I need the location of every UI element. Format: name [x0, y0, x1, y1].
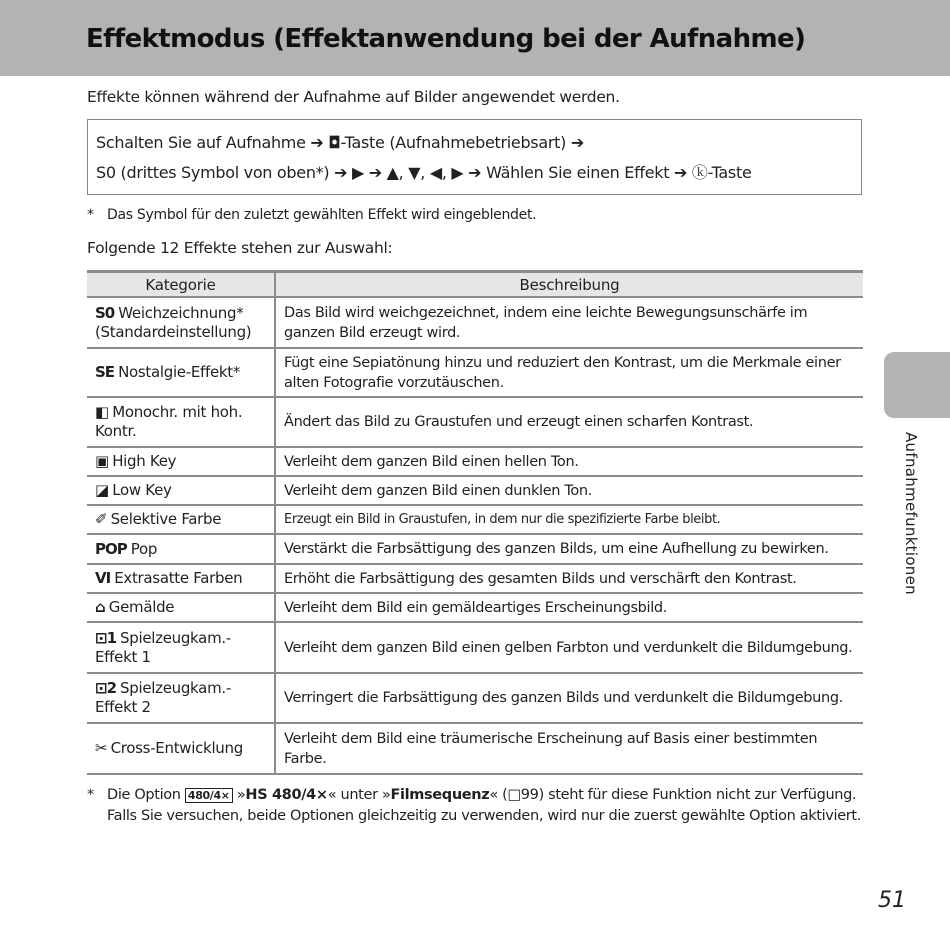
- category-cell: [87, 349, 276, 396]
- procedure-box: [87, 119, 862, 195]
- category-label: High Key: [112, 452, 177, 470]
- footnote-pre: Die Option: [107, 787, 185, 803]
- super-vivid-icon: VI: [95, 569, 111, 587]
- footnote-mid: « unter »: [327, 787, 391, 803]
- table-row: [87, 535, 863, 565]
- table-row: [87, 349, 863, 398]
- category-cell: [87, 398, 276, 446]
- cross-process-icon: ✂: [95, 739, 107, 757]
- category-label: Cross-Entwicklung: [110, 739, 243, 757]
- hs-movie-icon: 480/4×: [185, 788, 233, 803]
- page-number: 51: [878, 888, 906, 913]
- description-cell: Verleiht dem Bild ein gemäldeartiges Erscheinungsbild.: [284, 599, 667, 616]
- description-cell: Erhöht die Farbsättigung des gesamten Bilds und verschärft den Kontrast.: [284, 570, 797, 587]
- category-cell: [87, 477, 276, 504]
- description-cell: Das Bild wird weichgezeichnet, indem eine leichte Bewegungsunschärfe im ganzen Bild erzeugt wird.: [284, 304, 808, 341]
- table-row: [87, 477, 863, 506]
- intro-text: Effekte können während der Aufnahme auf Bilder angewendet werden.: [87, 88, 620, 106]
- description-cell: Verleiht dem ganzen Bild einen dunklen Ton.: [284, 482, 593, 499]
- category-label: Nostalgie-Effekt*: [118, 363, 241, 381]
- footnote-quote: »: [232, 787, 246, 803]
- category-cell: [87, 506, 276, 533]
- soft-effect-icon: S0: [95, 303, 115, 322]
- category-cell: [87, 535, 276, 563]
- table-row: [87, 565, 863, 594]
- category-label: Spielzeugkam.- Effekt 2: [95, 679, 231, 716]
- toy-camera-1-icon: ⊡1: [95, 628, 117, 647]
- category-label: Low Key: [112, 481, 172, 499]
- table-row: [87, 398, 863, 448]
- page-reference[interactable]: 99: [520, 787, 539, 803]
- header-category: Kategorie: [87, 273, 276, 296]
- note-asterisk: *: [87, 207, 94, 223]
- category-cell: [87, 448, 276, 475]
- category-cell: [87, 298, 276, 347]
- category-label: Pop: [130, 539, 158, 558]
- sepia-effect-icon: SE: [95, 363, 115, 381]
- icon-note: [87, 207, 536, 223]
- section-side-label: [902, 432, 922, 612]
- category-cell: [87, 594, 276, 621]
- table-row: [87, 448, 863, 477]
- description-cell: Ändert das Bild zu Graustufen und erzeugt einen scharfen Kontrast.: [284, 414, 754, 430]
- section-tab: [884, 352, 950, 418]
- pop-icon: POP: [95, 539, 127, 558]
- selective-color-icon: ✐: [95, 510, 107, 528]
- effect-count-text: Folgende 12 Effekte stehen zur Auswahl:: [87, 239, 393, 257]
- low-key-icon: ◪: [95, 481, 109, 499]
- description-cell: Verleiht dem Bild eine träumerische Erscheinung auf Basis einer bestimmten Farbe.: [284, 730, 818, 767]
- category-cell: [87, 674, 276, 722]
- side-label-text: Aufnahmefunktionen: [902, 432, 920, 595]
- hs-option-name: HS 480/4×: [245, 787, 328, 803]
- effects-table: [87, 270, 863, 775]
- category-label: Gemälde: [108, 598, 175, 616]
- high-contrast-mono-icon: ◧: [95, 403, 109, 421]
- painting-icon: ⌂: [95, 598, 105, 616]
- category-label: Spielzeugkam.- Effekt 1: [95, 628, 231, 666]
- high-key-icon: ▣: [95, 452, 109, 470]
- book-icon: □: [507, 787, 521, 803]
- table-row: [87, 506, 863, 535]
- category-label: Extrasatte Farben: [114, 569, 243, 587]
- description-cell: Verleiht dem ganzen Bild einen hellen Ton.: [284, 453, 579, 470]
- header-description: Beschreibung: [519, 275, 620, 294]
- category-label: Weichzeichnung* (Standardeinstellung): [95, 303, 252, 341]
- description-cell: Erzeugt ein Bild in Graustufen, in dem nur die spezifizierte Farbe bleibt.: [284, 511, 721, 527]
- footnote-text: [107, 785, 867, 827]
- category-cell: [87, 565, 276, 592]
- category-label: Monochr. mit hoh. Kontr.: [95, 403, 243, 440]
- footnote-asterisk: *: [87, 787, 94, 803]
- table-row: [87, 623, 863, 674]
- movie-sequence-name: Filmsequenz: [390, 787, 490, 803]
- footnote-rest: ) steht für diese Funktion nicht zur Verfügung. Falls Sie versuchen, beide Optionen gleichzeitig zu verwenden, wird nur die zuerst gewählte Option aktiviert.: [107, 787, 861, 824]
- table-row: [87, 298, 863, 349]
- table-header: [87, 270, 863, 298]
- footnote-ref-open: « (: [489, 787, 508, 803]
- description-cell: Fügt eine Sepiatönung hinzu und reduziert den Kontrast, um die Merkmale einer alten Fotografie vorzutäuschen.: [284, 354, 841, 391]
- category-label: Selektive Farbe: [110, 510, 222, 528]
- description-cell: Verleiht dem ganzen Bild einen gelben Farbton und verdunkelt die Bildumgebung.: [284, 639, 853, 656]
- category-cell: [87, 623, 276, 672]
- title-bar: [0, 0, 950, 76]
- procedure-line-1: Schalten Sie auf Aufnahme ➔ ◘-Taste (Aufnahmebetriebsart) ➔: [96, 133, 584, 152]
- category-cell: [87, 724, 276, 773]
- toy-camera-2-icon: ⊡2: [95, 679, 117, 697]
- table-row: [87, 724, 863, 775]
- procedure-line-2: S0 (drittes Symbol von oben*) ➔ ▶ ➔ ▲, ▼, ◀, ▶ ➔ Wählen Sie einen Effekt ➔ ⓚ-Taste: [96, 163, 752, 182]
- icon-note-text: Das Symbol für den zuletzt gewählten Effekt wird eingeblendet.: [107, 207, 537, 223]
- description-cell: Verringert die Farbsättigung des ganzen Bilds und verdunkelt die Bildumgebung.: [284, 690, 843, 706]
- footnote: [87, 785, 867, 827]
- table-row: [87, 594, 863, 623]
- page-title: Effektmodus (Effektanwendung bei der Aufnahme): [86, 24, 806, 54]
- table-row: [87, 674, 863, 724]
- description-cell: Verstärkt die Farbsättigung des ganzen Bilds, um eine Aufhellung zu bewirken.: [284, 541, 829, 557]
